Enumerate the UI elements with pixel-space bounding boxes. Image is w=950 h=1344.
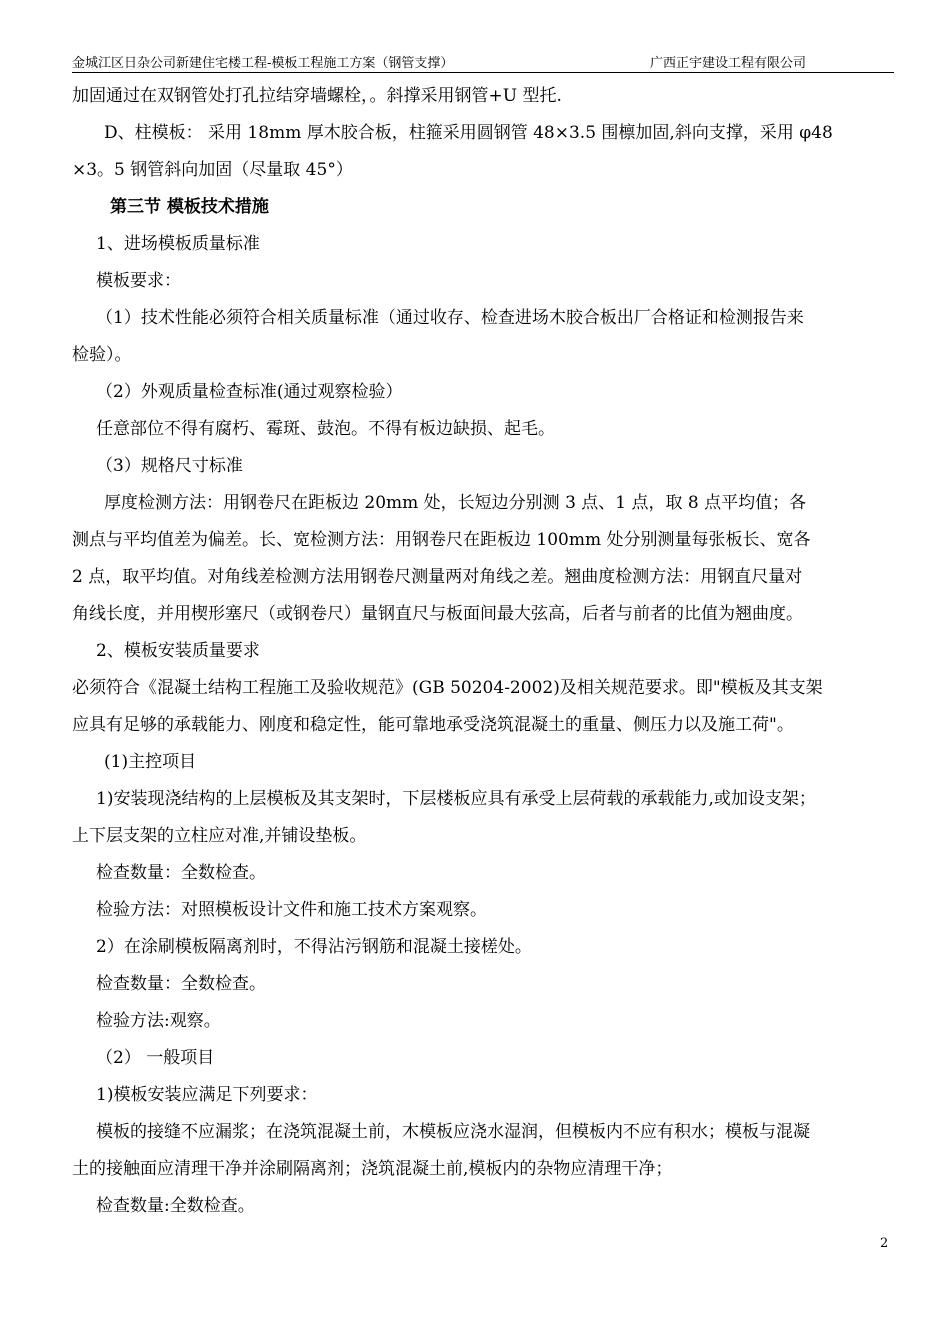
paragraph: 2 点，取平均值。对角线差检测方法用钢卷尺测量两对角线之差。翘曲度检测方法：用钢直尺量对 [72,567,803,587]
paragraph: 模板要求： [96,271,181,291]
paragraph: （3）规格尺寸标准 [96,456,243,476]
paragraph: 检查数量:全数检查。 [96,1196,255,1216]
paragraph: 检查数量：全数检查。 [96,863,266,883]
paragraph: 1)模板安装应满足下列要求： [96,1085,318,1105]
header-company-name: 广西正宇建设工程有限公司 [650,56,807,71]
paragraph: 厚度检测方法：用钢卷尺在距板边 20mm 处，长短边分别测 3 点、1 点，取 8 点平均值；各 [104,493,807,513]
paragraph: （1）技术性能必须符合相关质量标准（通过收存、检查进场木胶合板出厂合格证和检测报告来 [96,308,804,328]
paragraph: 检验方法:观察。 [96,1011,221,1031]
paragraph: 2）在涂刷模板隔离剂时，不得沾污钢筋和混凝土接槎处。 [96,937,532,957]
paragraph: 检验方法：对照模板设计文件和施工技术方案观察。 [96,900,487,920]
page-number: 2 [880,1236,889,1251]
paragraph: 模板的接缝不应漏浆；在浇筑混凝土前，木模板应浇水湿润，但模板内不应有积水；模板与混凝 [96,1122,810,1142]
paragraph: （2）外观质量检查标准(通过观察检验） [96,382,403,402]
paragraph: 角线长度，并用楔形塞尺（或钢卷尺）量钢直尺与板面间最大弦高，后者与前者的比值为翘曲度。 [72,604,803,624]
paragraph: 应具有足够的承载能力、刚度和稳定性，能可靠地承受浇筑混凝土的重量、侧压力以及施工荷"。 [72,715,794,735]
document-body [72,78,892,1225]
paragraph: （2） 一般项目 [96,1048,215,1068]
paragraph: 上下层支架的立柱应对准,并铺设垫板。 [72,826,367,846]
paragraph: 测点与平均值差为偏差。长、宽检测方法：用钢卷尺在距板边 100mm 处分别测量每张板长、宽各 [72,530,811,550]
subsection-heading: 1、进场模板质量标准 [96,234,260,254]
paragraph: 检验）。 [72,345,132,365]
paragraph: D、柱模板： 采用 18mm 厚木胶合板，柱箍采用圆钢管 48×3.5 围檩加固,斜向支撑，采用 φ48 [104,123,833,143]
paragraph: 1)安装现浇结构的上层模板及其支架时，下层楼板应具有承受上层荷载的承载能力,或加设支架； [96,789,816,809]
paragraph: 必须符合《混凝土结构工程施工及验收规范》(GB 50204-2002)及相关规范要求。即"模板及其支架 [72,678,823,698]
header-project-title: 金城江区日杂公司新建住宅楼工程-模板工程施工方案（钢管支撑） [72,56,454,71]
paragraph: 土的接触面应清理干净并涂刷隔离剂；浇筑混凝土前,模板内的杂物应清理干净； [72,1159,673,1179]
paragraph: ×3。5 钢管斜向加固（尽量取 45°） [72,160,353,180]
page-header [72,54,894,73]
paragraph: (1)主控项目 [104,752,197,772]
section-heading: 第三节 模板技术措施 [110,197,269,217]
paragraph: 加固通过在双钢管处打孔拉结穿墙螺栓，。斜撑采用钢管+U 型托. [72,86,562,106]
paragraph: 检查数量：全数检查。 [96,974,266,994]
subsection-heading: 2、模板安装质量要求 [96,641,260,661]
paragraph: 任意部位不得有腐朽、霉斑、鼓泡。不得有板边缺损、起毛。 [96,419,555,439]
